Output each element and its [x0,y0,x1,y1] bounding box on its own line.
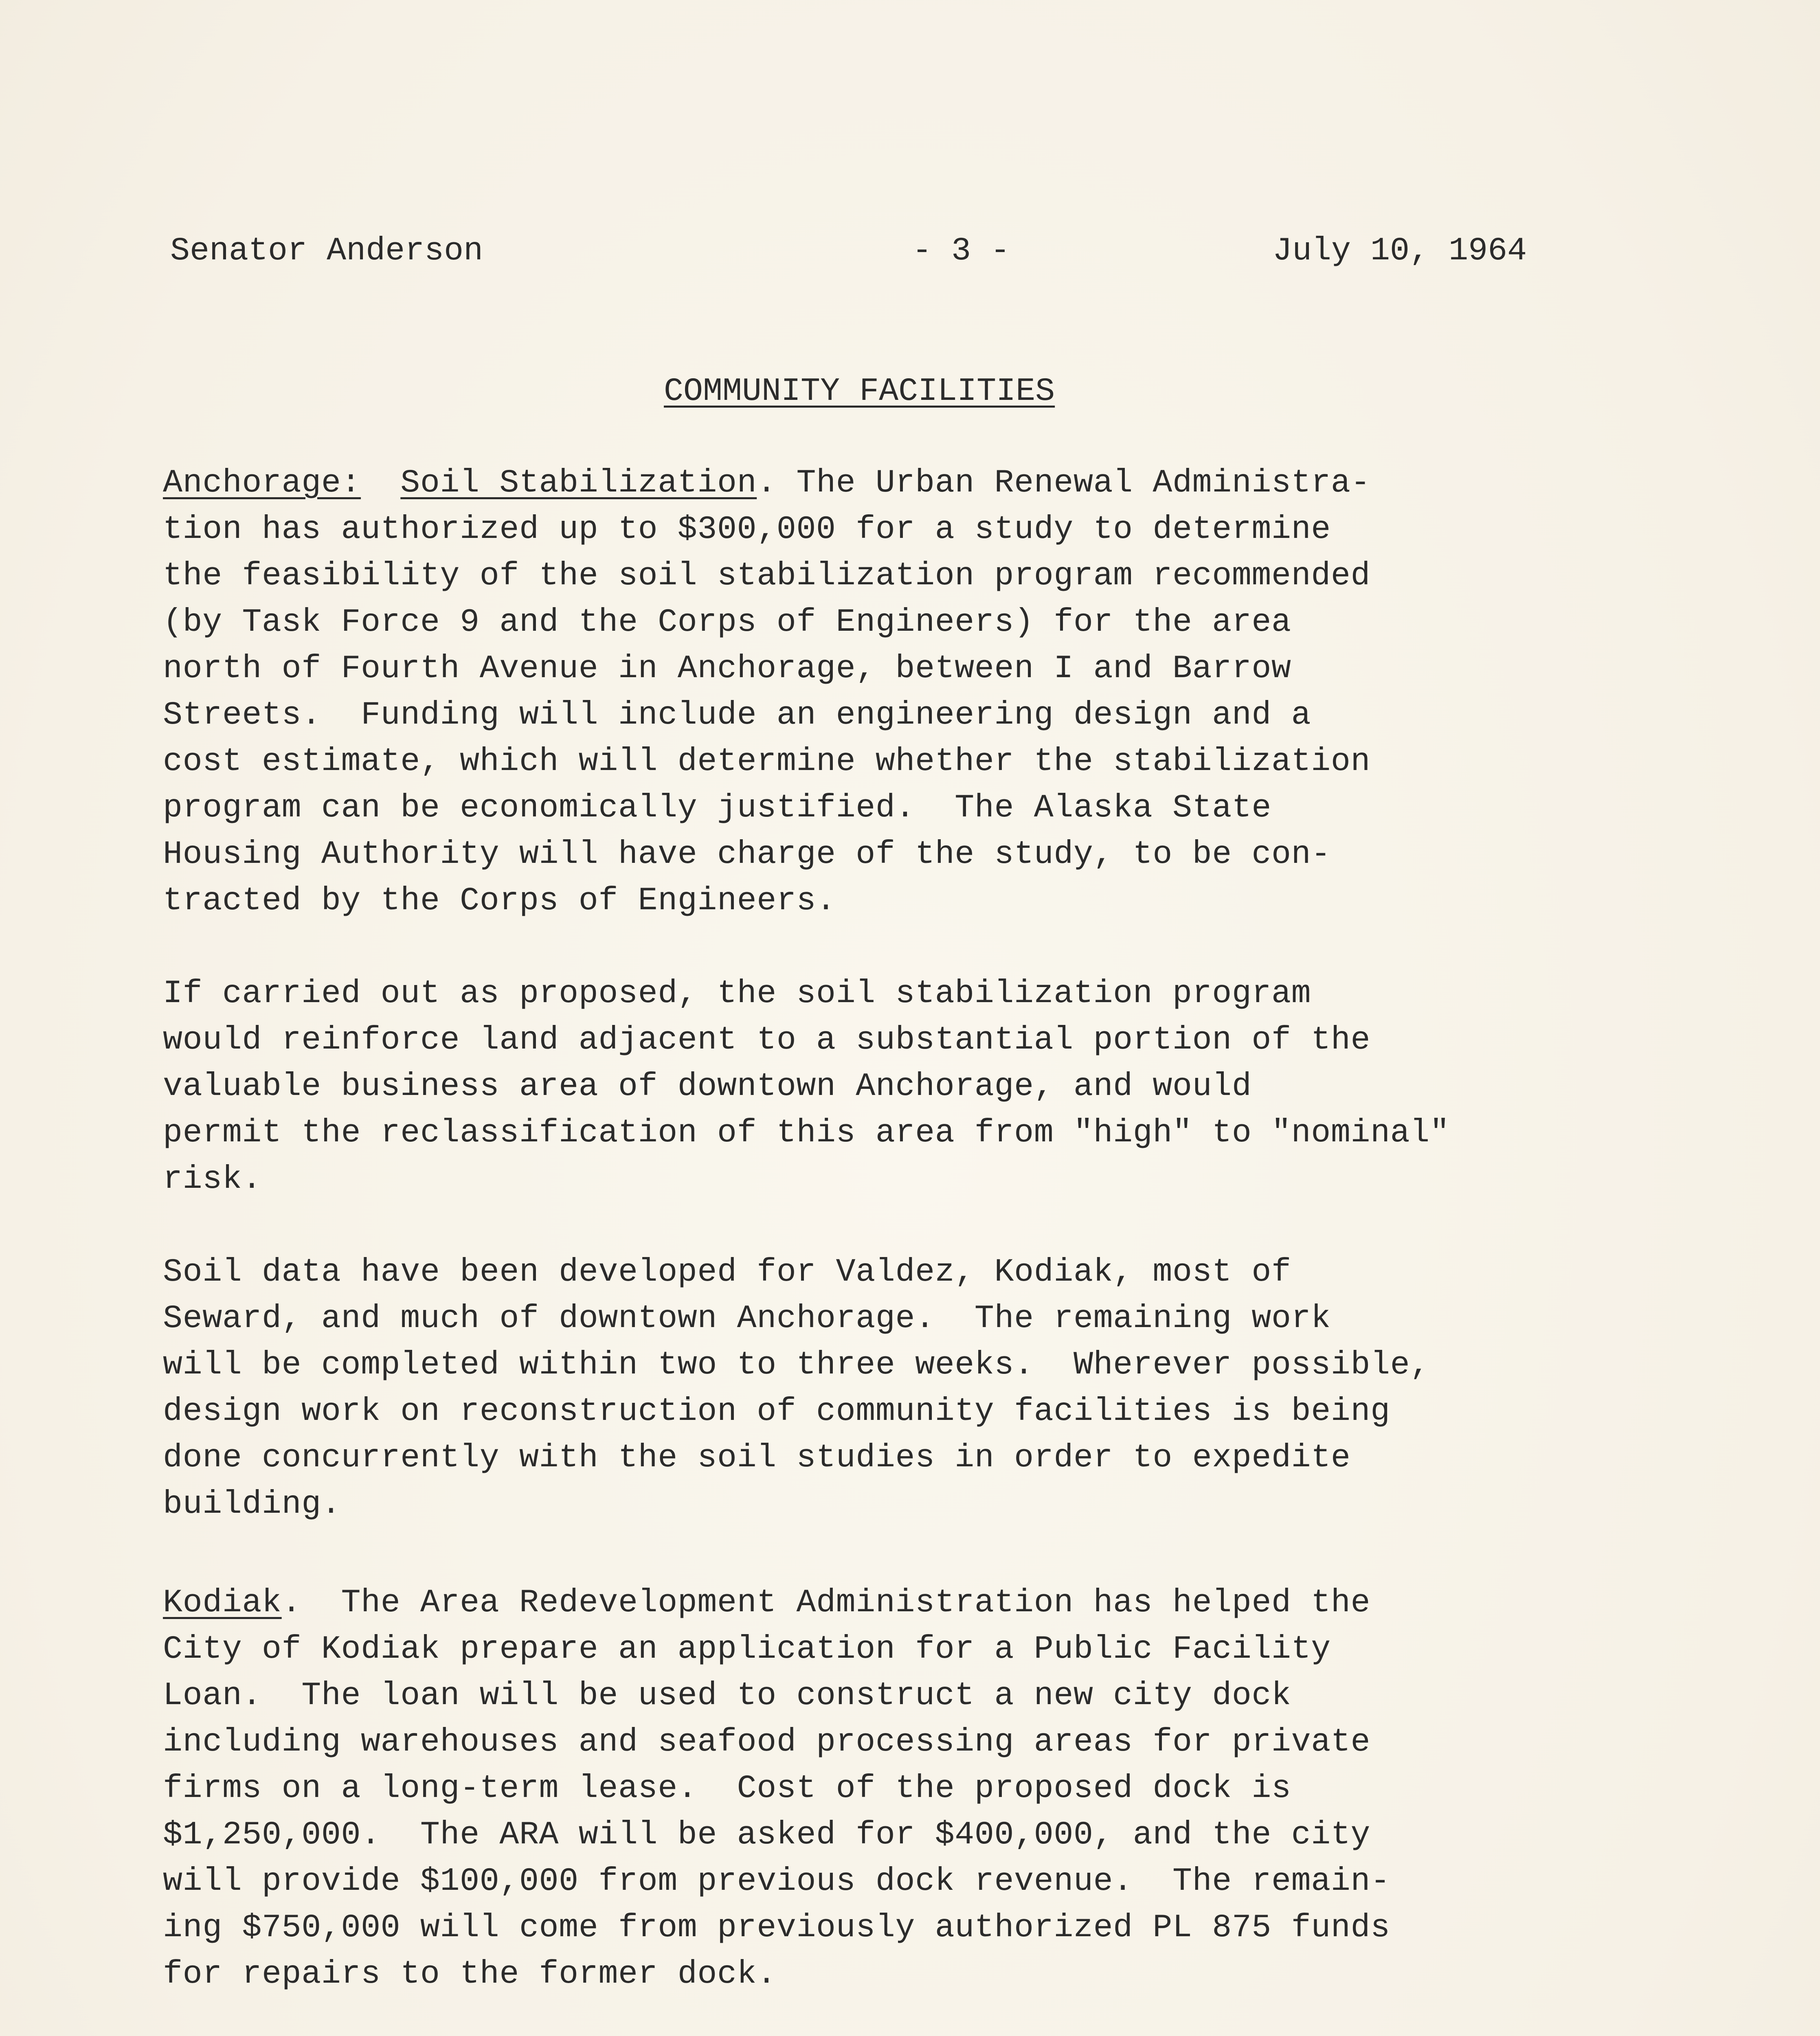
paragraph-3-line: design work on reconstruction of community facilities is being [163,1393,1390,1430]
paragraph-4-line: including warehouses and seafood processing areas for private [163,1724,1371,1761]
paragraph-3-line: building. [163,1486,341,1523]
paragraph-4-heading: Kodiak [163,1584,282,1621]
header-addressee: Senator Anderson [170,233,483,270]
section-heading: COMMUNITY FACILITIES [664,373,1055,410]
paragraph-1-line: north of Fourth Avenue in Anchorage, between I and Barrow [163,650,1291,687]
paragraph-1-line: tion has authorized up to $300,000 for a study to determine [163,511,1331,548]
paragraph-3-line: done concurrently with the soil studies in order to expedite [163,1439,1351,1477]
paragraph-1-line: tracted by the Corps of Engineers. [163,882,836,919]
paragraph-2-line: risk. [163,1161,262,1198]
paragraph-3-line: will be completed within two to three weeks. Wherever possible, [163,1347,1430,1384]
paragraph-1-line: program can be economically justified. The Alaska State [163,790,1272,827]
paragraph-4-line: firms on a long-term lease. Cost of the proposed dock is [163,1770,1291,1807]
header-page-number: - 3 - [912,233,1010,270]
paragraph-1-line-text: . The Urban Renewal Administra- [757,465,1371,502]
paragraph-2-line: If carried out as proposed, the soil stabilization program [163,975,1311,1012]
paragraph-4-line-text: . The Area Redevelopment Administration has helped the [281,1584,1371,1621]
paragraph-3-line: Soil data have been developed for Valdez, Kodiak, most of [163,1254,1291,1291]
paragraph-4-line: City of Kodiak prepare an application for a Public Facility [163,1631,1331,1668]
paragraph-1-line: Housing Authority will have charge of the study, to be con- [163,836,1331,873]
paragraph-2-line: would reinforce land adjacent to a substantial portion of the [163,1022,1371,1059]
paragraph-1-line: the feasibility of the soil stabilization program recommended [163,557,1371,595]
paragraph-4-line: ing $750,000 will come from previously authorized PL 875 funds [163,1909,1390,1946]
paragraph-2-line: valuable business area of downtown Anchorage, and would [163,1068,1252,1105]
paragraph-4-line [163,1580,1370,1626]
paragraph-1-line: Streets. Funding will include an engineering design and a [163,697,1311,734]
paragraph-1-line: (by Task Force 9 and the Corps of Engineers) for the area [163,604,1291,641]
paragraph-4-line: Loan. The loan will be used to construct a new city dock [163,1677,1291,1714]
header-date: July 10, 1964 [1273,233,1527,270]
paragraph-4-line: $1,250,000. The ARA will be asked for $400,000, and the city [163,1817,1371,1854]
paragraph-4-line: will provide $100,000 from previous dock revenue. The remain- [163,1863,1390,1900]
paragraph-1-line: cost estimate, which will determine whether the stabilization [163,743,1371,780]
paragraph-4-line: for repairs to the former dock. [163,1956,777,1993]
paragraph-1-heading-topic: Soil Stabilization [400,465,757,502]
paragraph-3-line: Seward, and much of downtown Anchorage. The remaining work [163,1300,1331,1337]
paragraph-1-line [163,460,1370,507]
paragraph-2-line: permit the reclassification of this area from "high" to "nominal" [163,1115,1450,1152]
paragraph-1-heading-place: Anchorage: [163,465,361,502]
